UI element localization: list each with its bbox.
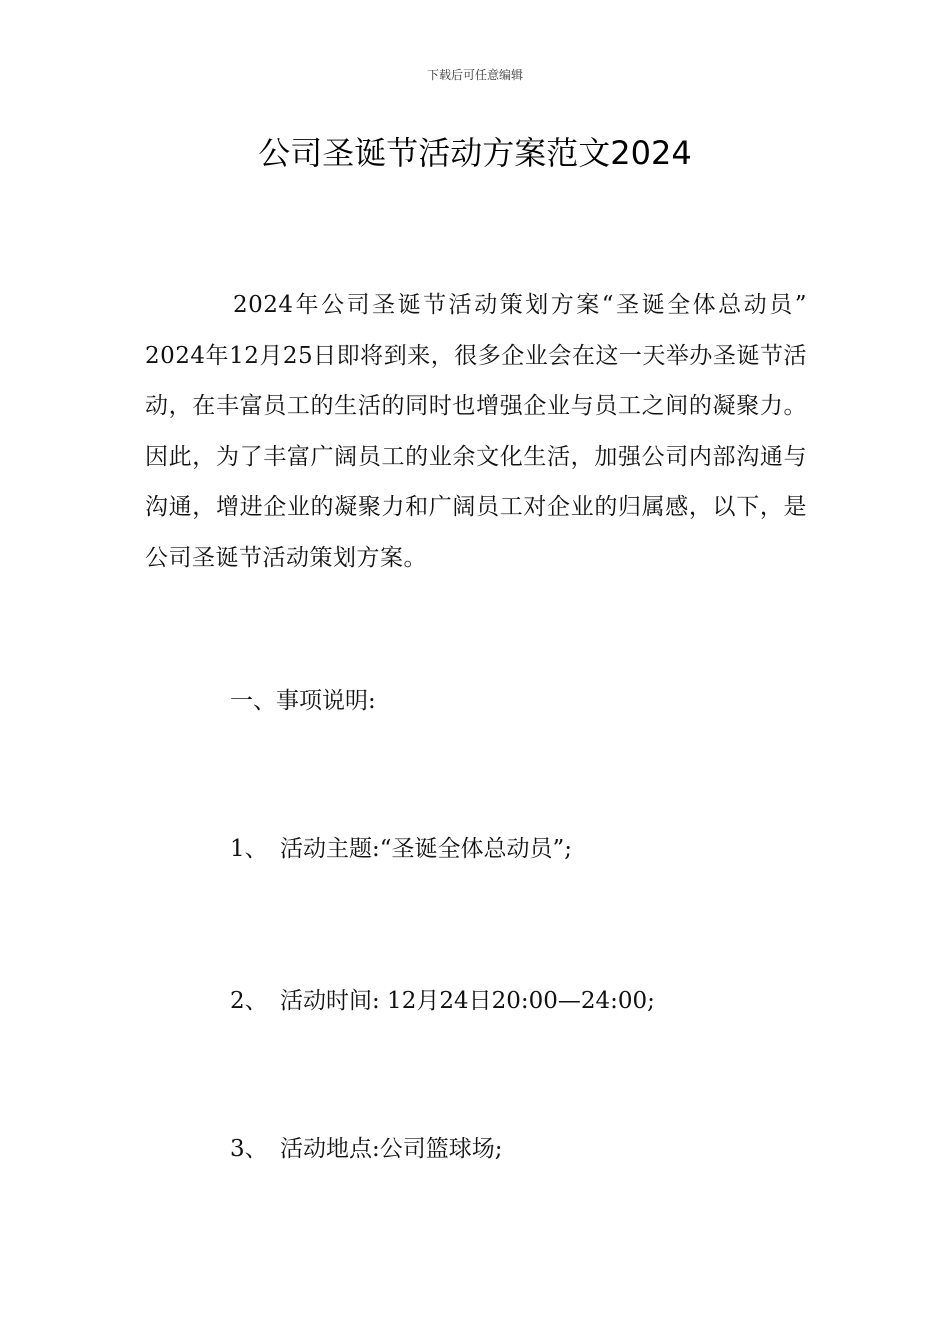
list-item-number: 3、 (230, 1136, 268, 1162)
intro-paragraph: 2024年公司圣诞节活动策划方案“圣诞全体总动员” 2024年12月25日即将到来，很多企业会在这一天举办圣诞节活动，在丰富员工的生活的同时也增强企业与员工之间的凝聚力。因此，为了丰富广阔员工的业余文化生活，加强公司内部沟通与沟通，增进企业的凝聚力和广阔员工对企业的归属感，以下，是公司圣诞节活动策划方案。 (145, 292, 807, 571)
list-item (230, 982, 655, 1015)
list-item (230, 830, 572, 863)
section-heading: 一、事项说明: (230, 688, 376, 714)
list-item-number: 2、 (230, 988, 268, 1014)
list-item-text: 活动时间: 12月24日20:00—24:00; (280, 988, 655, 1014)
list-item-text: 活动地点:公司篮球场; (280, 1136, 503, 1162)
list-item-text: 活动主题:“圣诞全体总动员”; (280, 836, 573, 862)
list-item (230, 1130, 503, 1163)
list-item-number: 1、 (230, 836, 268, 862)
document-title: 公司圣诞节活动方案范文2024 (258, 134, 692, 172)
header-note: 下载后可任意编辑 (426, 68, 523, 82)
